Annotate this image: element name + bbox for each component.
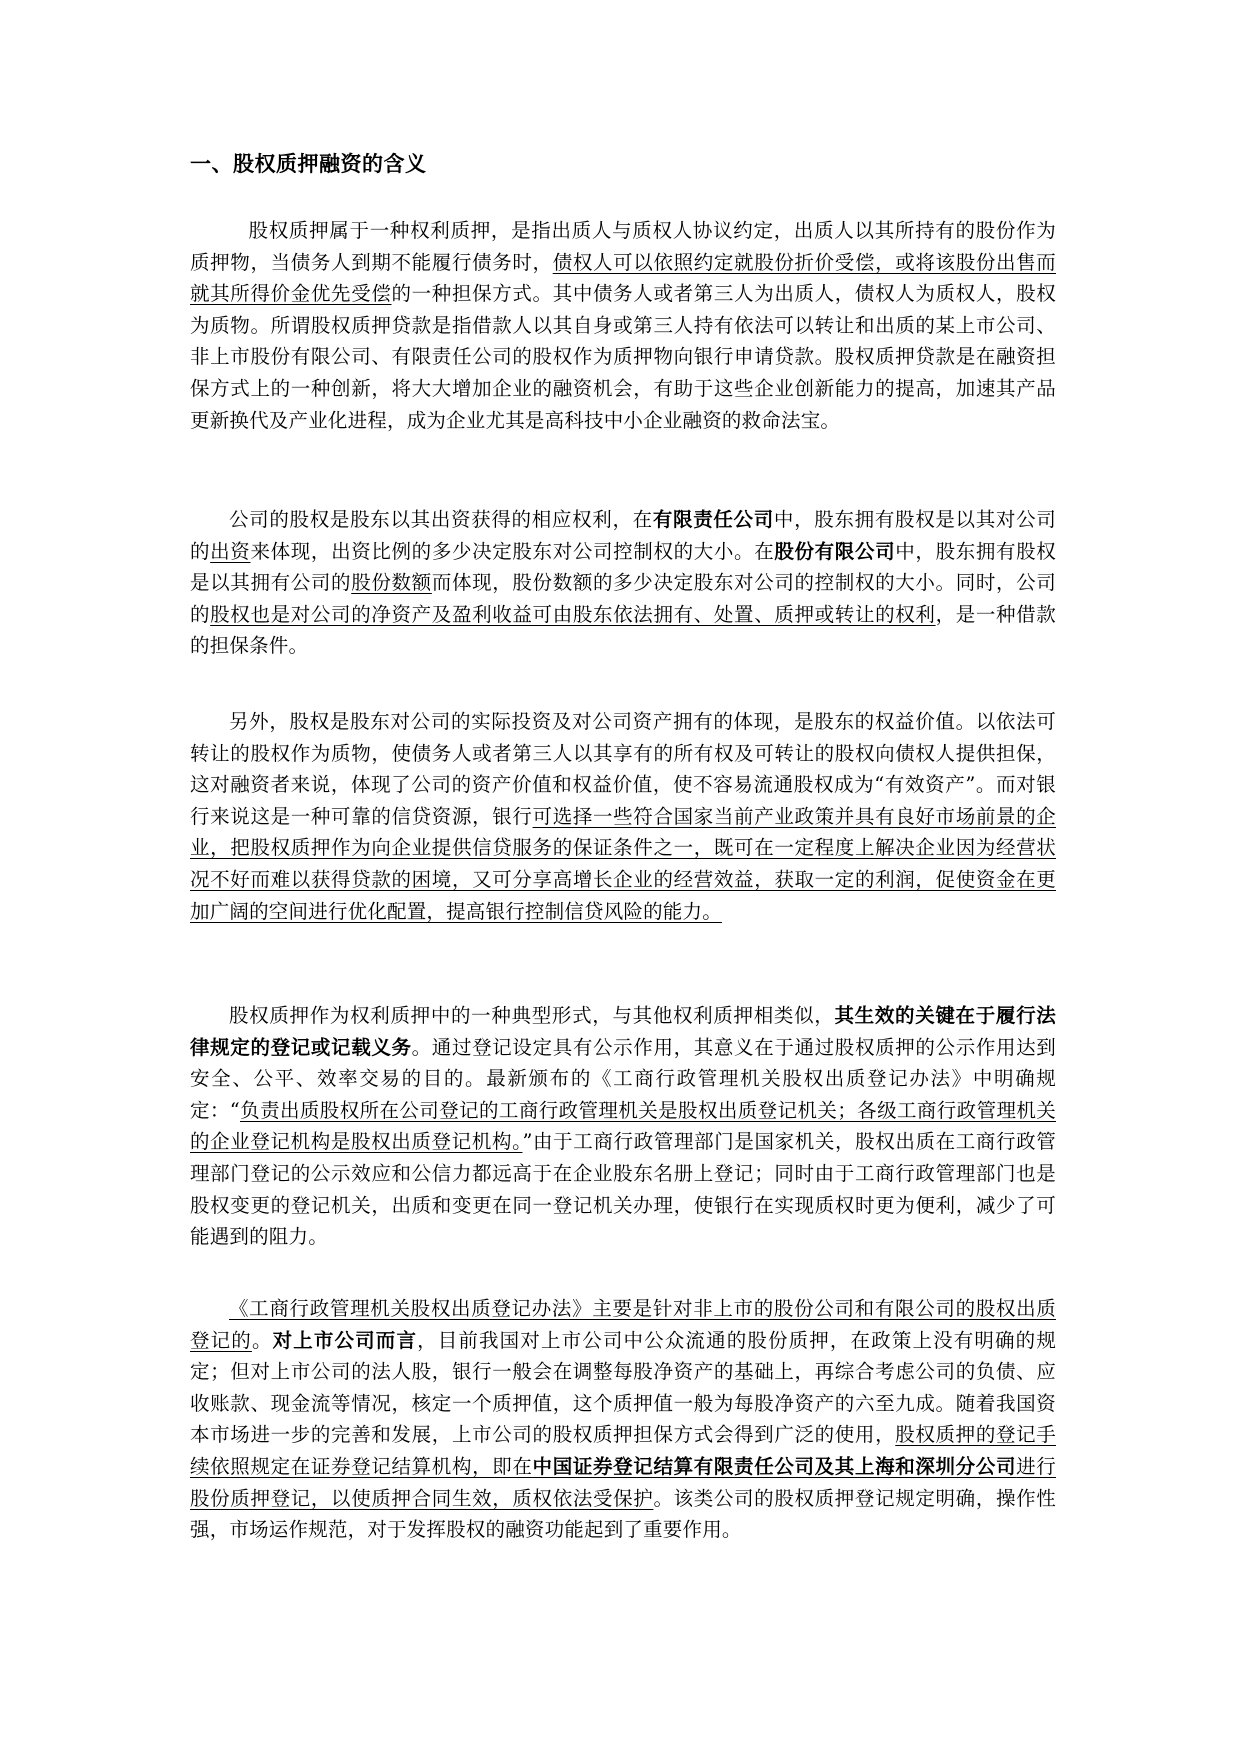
paragraph-definition: [190, 215, 1056, 436]
p4-text-2: 。通过登记设定具有公示作用，其意义在于通过股权质押的公示作用达到安全、公平、效率交易的目的。最新颁布的《工商行政管理机关股权出质登记办法》中明确规定：“: [190, 1035, 1056, 1122]
p2-text-1: 公司的股权是股东以其出资获得的相应权利，在: [229, 508, 653, 531]
p2-text-4: 中，股东拥有股权是以其拥有公司的: [190, 539, 1057, 595]
p5-underlined-measures: 《工商行政管理机关股权出质登记办法》主要是针对非上市的股份公司和有限公司的股权出质登记的: [190, 1297, 1056, 1352]
p2-text-3: 来体现，出资比例的多少决定股东对公司控制权的大小。在: [250, 539, 775, 563]
p2-bold-joint-stock: 股份有限公司: [774, 539, 896, 563]
p2-text-6: ，是一种借款的担保条件。: [190, 602, 1057, 658]
paragraph-company-equity: [190, 504, 1056, 662]
p5-underlined-registration: 股权质押的登记手续依照规定在证券登记结算机构，即在: [190, 1423, 1056, 1478]
p2-underlined-shares: 股份数额: [351, 571, 432, 595]
p2-underlined-rights: 股权也是对公司的净资产及盈利收益可由股东依法拥有、处置、质押或转让的权利: [210, 602, 936, 626]
p5-text-1: 。: [251, 1328, 273, 1352]
p1-text-2: 的一种担保方式。其中债务人或者第三人为出质人，债权人为质权人，股权为质物。所谓股权质押贷款是指借款人以其自身或第三人持有依法可以转让和出质的某上市公司、非上市股份有限公司、有限责任公司的股权作为质押物向银行申请贷款。股权质押贷款是在融资担保方式上的一种创新，将大大增加企业的融资机会，有助于这些企业创新能力的提高，加速其产品更新换代及产业化进程，成为企业尤其是高科技中小企业融资的救命法宝。: [190, 282, 1056, 432]
p2-underlined-capital: 出资: [210, 539, 251, 563]
p4-text-3: ”由于工商行政管理部门是国家机关，股权出质在工商行政管理部门登记的公示效应和公信力都远高于在企业股东名册上登记；同时由于工商行政管理部门也是股权变更的登记机关，出质和变更在同一登记机关办理，使银行在实现质权时更为便利，减少了可能遇到的阻力。: [190, 1130, 1056, 1249]
p5-underlined-pledge: 进行股份质押登记，以使质押合同生效，质权依法受保护: [190, 1454, 1056, 1510]
p5-bold-listed: 对上市公司而言: [272, 1328, 418, 1352]
p4-text-1: 股权质押作为权利质押中的一种典型形式，与其他权利质押相类似，: [229, 1004, 835, 1027]
p1-underlined-text: 债权人可以依照约定就股份折价受偿，或将该股份出售而就其所得价金优先受偿: [190, 250, 1056, 306]
p4-underlined-regulation: 负责出质股权所在公司登记的工商行政管理机关是股权出质登记机关；各级工商行政管理机关的企业登记机构是股权出质登记机构。: [190, 1098, 1056, 1154]
p5-text-3: 。该类公司的股权质押登记规定明确，操作性强，市场运作规范，对于发挥股权的融资功能起到了重要作用。: [190, 1486, 1056, 1542]
p1-text-1: 股权质押属于一种权利质押，是指出质人与质权人协议约定，出质人以其所持有的股份作为质押物，当债务人到期不能履行债务时，: [190, 219, 1056, 274]
paragraph-listed-companies: [190, 1293, 1056, 1546]
paragraph-registration: [190, 1000, 1056, 1253]
p4-bold-key: 其生效的关键在于履行法律规定的登记或记载义务: [190, 1004, 1056, 1059]
p2-bold-llc: 有限责任公司: [652, 508, 774, 531]
p5-text-2: ，目前我国对上市公司中公众流通的股份质押，在政策上没有明确的规定；但对上市公司的法人股，银行一般会在调整每股净资产的基础上，再综合考虑公司的负债、应收账款、现金流等情况，核定一个质押值，这个质押值一般为每股净资产的六至九成。随着我国资本市场进一步的完善和发展，上市公司的股权质押担保方式会得到广泛的使用，: [190, 1328, 1057, 1447]
p3-underlined-bank-benefit: 可选择一些符合国家当前产业政策并具有良好市场前景的企业，把股权质押作为向企业提供信贷服务的保证条件之一，既可在一定程度上解决企业因为经营状况不好而难以获得贷款的困境，又可分享高增长企业的经营效益，获取一定的利润，促使资金在更加广阔的空间进行优化配置，提高银行控制信贷风险的能力。: [190, 804, 1056, 923]
p2-text-2: 中，股东拥有股权是以其对公司的: [190, 508, 1056, 563]
section-heading: 一、股权质押融资的含义: [190, 152, 427, 176]
p5-bold-csdc: 中国证券登记结算有限责任公司及其上海和深圳分公司: [532, 1454, 1017, 1478]
p3-text-1: 另外，股权是股东对公司的实际投资及对公司资产拥有的体现，是股东的权益价值。以依法可转让的股权作为质物，使债务人或者第三人以其享有的所有权及可转让的股权向债权人提供担保，这对融资者来说，体现了公司的资产价值和权益价值，使不容易流通股权成为“有效资产”。而对银行来说这是一种可靠的信贷资源，银行: [190, 710, 1056, 828]
paragraph-equity-value: [190, 706, 1056, 927]
p2-text-5: 而体现，股份数额的多少决定股东对公司的控制权的大小。同时，公司的: [190, 571, 1056, 626]
